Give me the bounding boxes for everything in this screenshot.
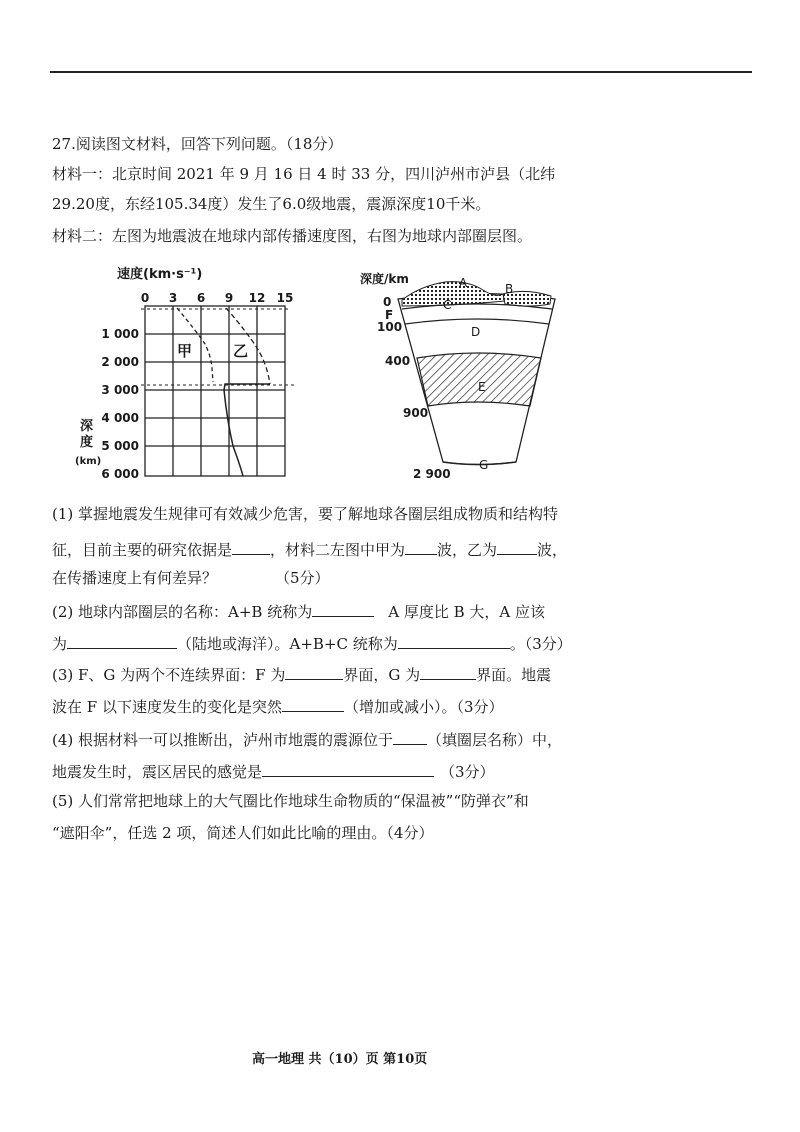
q1-text-3a: 在传播速度上有何差异？ <box>52 569 218 587</box>
label-b: B <box>505 282 514 296</box>
q1-score: （5分） <box>275 569 330 587</box>
q4-text-2a: 地震发生时，震区居民的感觉是 <box>52 763 263 781</box>
label-d: D <box>471 325 481 339</box>
y-tick: 1 000 <box>101 327 139 341</box>
q3-text-2a: 波在 F 以下速度发生的变化是突然 <box>52 698 282 716</box>
q4-line1 <box>52 730 562 748</box>
question-title: 27.阅读图文材料，回答下列问题。（18分） <box>52 135 343 153</box>
answer-blank[interactable] <box>232 540 270 555</box>
label-f: F <box>385 308 394 322</box>
velocity-chart-title: 速度(km·s⁻¹) <box>117 267 203 282</box>
label-a: A <box>459 276 468 290</box>
q1-line2 <box>52 540 567 558</box>
q2-text-2b: （陆地或海洋）。A+B+C 统称为 <box>177 635 398 653</box>
q1-text-b: ，材料二左图中甲为 <box>270 541 406 559</box>
q3-text-c: 界面。地震 <box>476 666 552 684</box>
q3-text-a: (3) F、G 为两个不连续界面：F 为 <box>52 666 286 684</box>
q3-line2 <box>52 697 504 715</box>
label-e: E <box>478 380 486 394</box>
depth-100: 100 <box>377 320 403 334</box>
answer-blank[interactable] <box>312 602 374 617</box>
answer-blank[interactable] <box>262 762 434 777</box>
x-tick: 12 <box>248 291 266 305</box>
wave-core-curve <box>224 384 270 476</box>
q4-line2 <box>52 762 495 780</box>
q2-text-2c: 。（3分） <box>509 635 572 653</box>
layer-diagram-title: 深度/km <box>360 272 409 286</box>
answer-blank[interactable] <box>405 540 437 555</box>
answer-blank[interactable] <box>285 665 343 680</box>
depth-2900: 2 900 <box>413 467 451 481</box>
depth-0: 0 <box>383 295 392 309</box>
y-tick: 2 000 <box>101 355 139 369</box>
q3-line1 <box>52 665 551 683</box>
material1-line1: 材料一：北京时间 2021 年 9 月 16 日 4 时 33 分，四川泸州市泸县（北纬 <box>52 165 556 183</box>
q5-line1: (5) 人们常常把地球上的大气圈比作地球生命物质的“保温被”“防弹衣”和 <box>52 792 529 810</box>
grid <box>145 306 285 476</box>
answer-blank[interactable] <box>420 665 476 680</box>
x-tick: 0 <box>140 291 150 305</box>
q2-line1 <box>52 602 545 620</box>
y-label-char: (km) <box>75 456 102 467</box>
answer-blank[interactable] <box>497 540 537 555</box>
answer-blank[interactable] <box>282 697 344 712</box>
depth-900: 900 <box>403 406 429 420</box>
y-tick: 6 000 <box>101 467 139 481</box>
depth-400: 400 <box>385 354 411 368</box>
q3-text-b: 界面，G 为 <box>343 666 421 684</box>
q4-text-b: （填圈层名称）中， <box>427 731 563 749</box>
q4-text-a: (4) 根据材料一可以推断出，泸州市地震的震源位于 <box>52 731 394 749</box>
y-label-char: 度 <box>80 435 94 450</box>
velocity-chart <box>75 260 365 490</box>
y-tick: 5 000 <box>101 439 139 453</box>
q1-text-c: 波，乙为 <box>437 541 498 559</box>
q2-text-2a: 为 <box>52 635 68 653</box>
x-tick-labels <box>141 291 294 305</box>
x-tick: 9 <box>224 291 234 305</box>
q3-text-2b: （增加或减小）。（3分） <box>343 698 504 716</box>
q1-line1: (1) 掌握地震发生规律可有效减少危害，要了解地球各圈层组成物质和结构特 <box>52 505 559 523</box>
q4-score: （3分） <box>440 763 495 781</box>
label-c: C <box>443 298 452 312</box>
answer-blank[interactable] <box>67 634 177 649</box>
y-axis-label <box>75 418 101 467</box>
answer-blank[interactable] <box>398 634 510 649</box>
q1-text-d: 波， <box>537 541 568 559</box>
y-tick-labels <box>101 327 139 481</box>
x-tick: 6 <box>196 291 206 305</box>
answer-blank[interactable] <box>393 730 427 745</box>
layer-diagram <box>355 266 565 486</box>
y-label-char: 深 <box>80 419 94 434</box>
x-tick: 3 <box>168 291 178 305</box>
crust-a <box>402 282 505 306</box>
page-footer: 高一地理 共（10）页 第10页 <box>252 1052 428 1067</box>
y-tick: 3 000 <box>101 383 139 397</box>
y-tick: 4 000 <box>101 411 139 425</box>
q5-line2: “遮阳伞”，任选 2 项，简述人们如此比喻的理由。（4分） <box>52 824 434 842</box>
label-g: G <box>479 458 489 472</box>
q2-text-a: (2) 地球内部圈层的名称：A+B 统称为 <box>52 603 313 621</box>
material1-line2: 29.20度，东经105.34度）发生了6.0级地震，震源深度10千米。 <box>52 195 491 213</box>
x-tick: 15 <box>276 291 294 305</box>
q2-line2 <box>52 634 572 652</box>
q2-text-b: A 厚度比 B 大，A 应该 <box>388 603 545 621</box>
wave-yi-label: 乙 <box>233 342 249 360</box>
q1-text-a: 征，目前主要的研究依据是 <box>52 541 233 559</box>
top-rule <box>50 71 752 73</box>
material2: 材料二：左图为地震波在地球内部传播速度图，右图为地球内部圈层图。 <box>52 227 533 245</box>
q1-line3 <box>52 571 330 586</box>
wave-jia-label: 甲 <box>177 342 193 360</box>
